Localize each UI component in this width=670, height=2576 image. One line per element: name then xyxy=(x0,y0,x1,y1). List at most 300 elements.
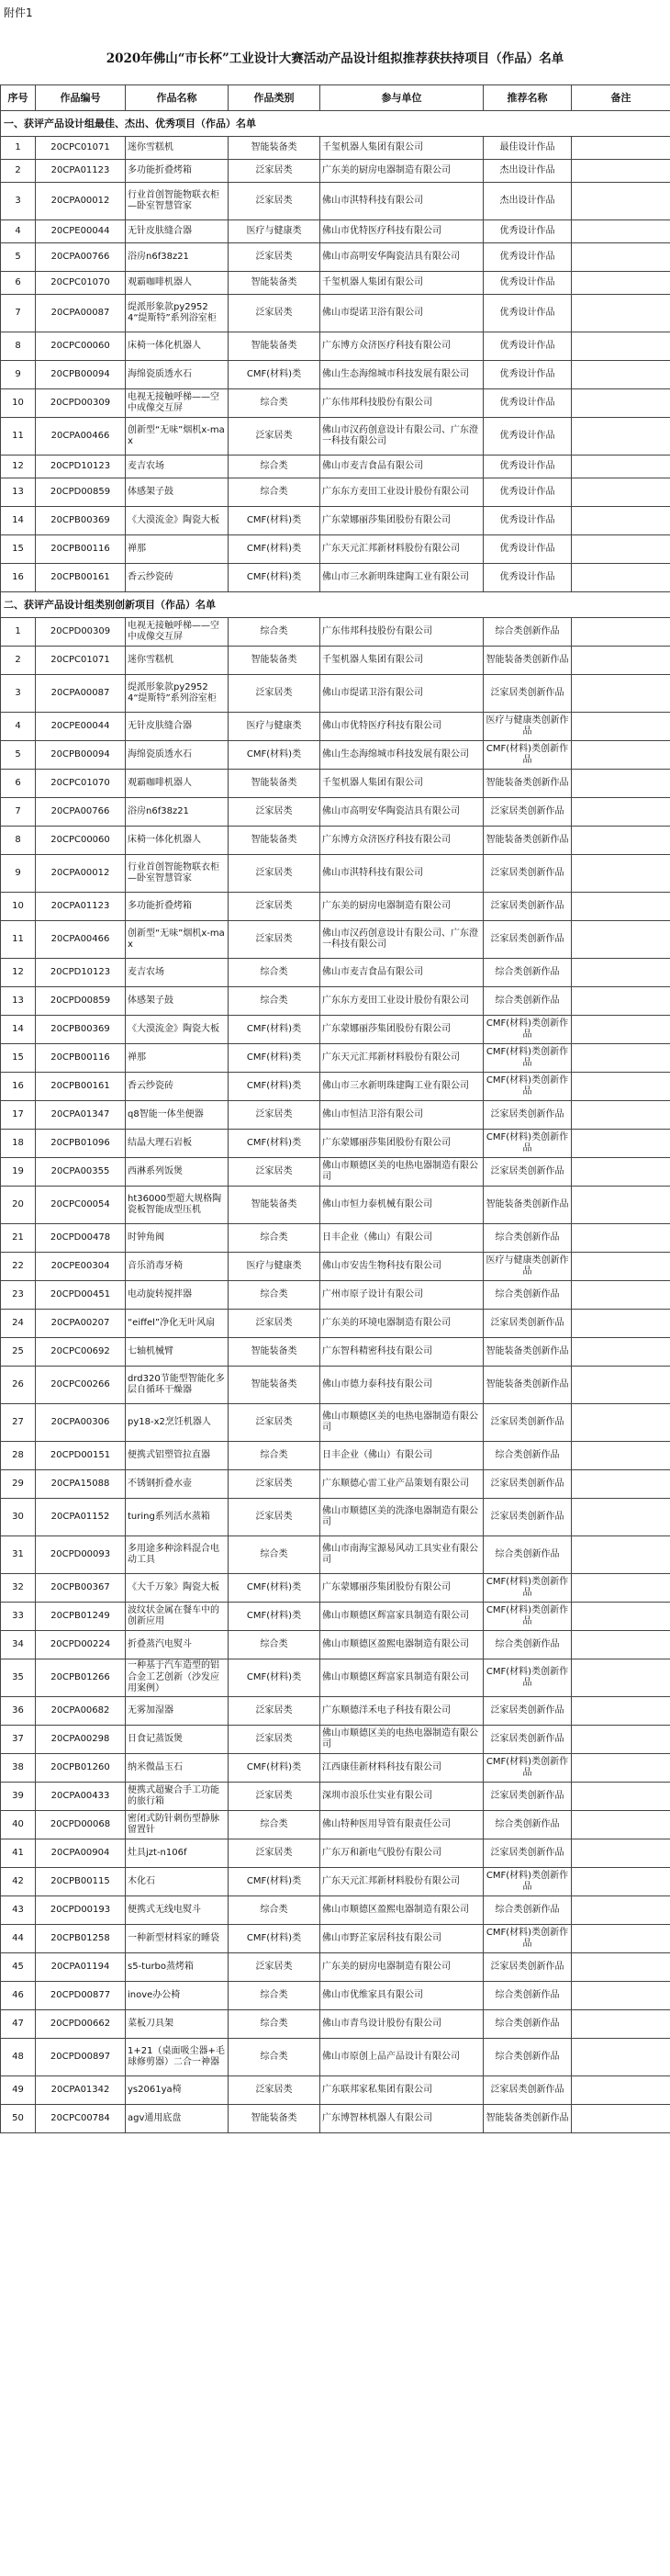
table-row xyxy=(1,1982,670,2010)
remark-cell xyxy=(572,1839,670,1868)
table-row xyxy=(1,2076,670,2105)
work-id-cell: 20CPB00161 xyxy=(36,564,126,592)
work-name-cell: 电视无接触呼梯——空中成像交互屏 xyxy=(126,618,229,647)
work-id-cell: 20CPA01123 xyxy=(36,160,126,183)
recommend-title-cell: CMF(材料)类创新作品 xyxy=(484,1603,572,1631)
remark-cell xyxy=(572,1499,670,1536)
recommend-title-cell: 优秀设计作品 xyxy=(484,564,572,592)
participant-unit-cell: 广东美的厨房电器制造有限公司 xyxy=(320,1953,484,1982)
participant-unit-cell: 佛山市优特医疗科技有限公司 xyxy=(320,220,484,243)
participant-unit-cell: 广东博方众济医疗科技有限公司 xyxy=(320,827,484,855)
work-category-cell: 综合类 xyxy=(229,478,320,507)
row-index-cell: 42 xyxy=(1,1868,36,1896)
participant-unit-cell: 佛山市高明安华陶瓷洁具有限公司 xyxy=(320,243,484,272)
work-id-cell: 20CPD00193 xyxy=(36,1896,126,1925)
work-category-cell: 综合类 xyxy=(229,1811,320,1839)
work-name-cell: 禅那 xyxy=(126,535,229,564)
participant-unit-cell: 广东蒙娜丽莎集团股份有限公司 xyxy=(320,1130,484,1158)
table-row xyxy=(1,1101,670,1130)
work-category-cell: 泛家居类 xyxy=(229,160,320,183)
recommend-title-cell: 优秀设计作品 xyxy=(484,507,572,535)
recommend-title-cell: CMF(材料)类创新作品 xyxy=(484,1925,572,1953)
work-category-cell: 泛家居类 xyxy=(229,418,320,456)
table-row xyxy=(1,1016,670,1044)
recommend-title-cell: CMF(材料)类创新作品 xyxy=(484,1130,572,1158)
recommend-title-cell: 优秀设计作品 xyxy=(484,272,572,295)
work-id-cell: 20CPD10123 xyxy=(36,959,126,987)
recommend-title-cell: 泛家居类创新作品 xyxy=(484,1499,572,1536)
participant-unit-cell: 佛山生态海绵城市科技发展有限公司 xyxy=(320,741,484,770)
work-category-cell: 泛家居类 xyxy=(229,243,320,272)
work-name-cell: 折叠蒸汽电熨斗 xyxy=(126,1631,229,1659)
work-category-cell: 综合类 xyxy=(229,1536,320,1574)
work-name-cell: s5-turbo蒸烤箱 xyxy=(126,1953,229,1982)
table-row xyxy=(1,535,670,564)
participant-unit-cell: 佛山生态海绵城市科技发展有限公司 xyxy=(320,361,484,389)
work-name-cell: ht36000型超大规格陶瓷板智能成型压机 xyxy=(126,1187,229,1224)
participant-unit-cell: 广东美的环境电器制造有限公司 xyxy=(320,1310,484,1338)
work-category-cell: 泛家居类 xyxy=(229,855,320,893)
remark-cell xyxy=(572,1338,670,1367)
remark-cell xyxy=(572,1470,670,1499)
recommend-title-cell: 综合类创新作品 xyxy=(484,2010,572,2039)
work-name-cell: q8智能一体坐便器 xyxy=(126,1101,229,1130)
work-id-cell: 20CPB01258 xyxy=(36,1925,126,1953)
recommend-title-cell: 泛家居类创新作品 xyxy=(484,1404,572,1442)
row-index-cell: 15 xyxy=(1,535,36,564)
remark-cell xyxy=(572,2105,670,2133)
work-category-cell: CMF(材料)类 xyxy=(229,741,320,770)
work-name-cell: 香云纱瓷砖 xyxy=(126,1073,229,1101)
col-header: 作品类别 xyxy=(229,85,320,111)
recommend-title-cell: 综合类创新作品 xyxy=(484,1811,572,1839)
recommend-title-cell: 优秀设计作品 xyxy=(484,295,572,332)
table-row xyxy=(1,478,670,507)
row-index-cell: 35 xyxy=(1,1659,36,1697)
row-index-cell: 49 xyxy=(1,2076,36,2105)
row-index-cell: 27 xyxy=(1,1404,36,1442)
work-category-cell: 泛家居类 xyxy=(229,798,320,827)
participant-unit-cell: 佛山市德力泰科技有限公司 xyxy=(320,1367,484,1404)
participant-unit-cell: 佛山市汉药创意设计有限公司、广东澄一科技有限公司 xyxy=(320,418,484,456)
participant-unit-cell: 广东万和新电气股份有限公司 xyxy=(320,1839,484,1868)
work-id-cell: 20CPA00207 xyxy=(36,1310,126,1338)
remark-cell xyxy=(572,183,670,220)
work-category-cell: 智能装备类 xyxy=(229,332,320,361)
work-name-cell: 缇派形象款py29524“缇斯特”系列浴室柜 xyxy=(126,295,229,332)
work-category-cell: 综合类 xyxy=(229,618,320,647)
table-row xyxy=(1,2010,670,2039)
work-name-cell: 多功能折叠烤箱 xyxy=(126,893,229,921)
work-id-cell: 20CPA00087 xyxy=(36,675,126,713)
row-index-cell: 15 xyxy=(1,1044,36,1073)
work-id-cell: 20CPB01260 xyxy=(36,1754,126,1783)
table-row xyxy=(1,1925,670,1953)
work-category-cell: 智能装备类 xyxy=(229,1367,320,1404)
work-id-cell: 20CPA01347 xyxy=(36,1101,126,1130)
recommend-title-cell: 综合类创新作品 xyxy=(484,1982,572,2010)
table-row xyxy=(1,618,670,647)
recommend-title-cell: 智能装备类创新作品 xyxy=(484,2105,572,2133)
row-index-cell: 7 xyxy=(1,295,36,332)
recommend-title-cell: 智能装备类创新作品 xyxy=(484,1367,572,1404)
recommend-title-cell: CMF(材料)类创新作品 xyxy=(484,1073,572,1101)
work-name-cell: 麦吉农场 xyxy=(126,456,229,478)
table-row xyxy=(1,1130,670,1158)
work-id-cell: 20CPD00068 xyxy=(36,1811,126,1839)
row-index-cell: 23 xyxy=(1,1281,36,1310)
work-id-cell: 20CPA00012 xyxy=(36,183,126,220)
remark-cell xyxy=(572,564,670,592)
participant-unit-cell: 广东美的厨房电器制造有限公司 xyxy=(320,160,484,183)
col-header: 序号 xyxy=(1,85,36,111)
row-index-cell: 2 xyxy=(1,160,36,183)
remark-cell xyxy=(572,456,670,478)
recommend-title-cell: 泛家居类创新作品 xyxy=(484,1953,572,1982)
work-name-cell: ys2061ya椅 xyxy=(126,2076,229,2105)
remark-cell xyxy=(572,332,670,361)
work-id-cell: 20CPE00044 xyxy=(36,220,126,243)
remark-cell xyxy=(572,741,670,770)
remark-cell xyxy=(572,1953,670,1982)
recommend-title-cell: 综合类创新作品 xyxy=(484,1631,572,1659)
recommend-title-cell: 医疗与健康类创新作品 xyxy=(484,713,572,741)
row-index-cell: 14 xyxy=(1,1016,36,1044)
remark-cell xyxy=(572,1404,670,1442)
participant-unit-cell: 佛山市顺德区盈熙电器制造有限公司 xyxy=(320,1896,484,1925)
remark-cell xyxy=(572,1044,670,1073)
recommend-title-cell: CMF(材料)类创新作品 xyxy=(484,1659,572,1697)
remark-cell xyxy=(572,1253,670,1281)
work-id-cell: 20CPB00369 xyxy=(36,507,126,535)
work-name-cell: 一种基于汽车造型的铝合金工艺创新（沙发应用案例） xyxy=(126,1659,229,1697)
work-category-cell: CMF(材料)类 xyxy=(229,1073,320,1101)
work-id-cell: 20CPD00224 xyxy=(36,1631,126,1659)
work-id-cell: 20CPB00115 xyxy=(36,1868,126,1896)
participant-unit-cell: 广东东方麦田工业设计股份有限公司 xyxy=(320,987,484,1016)
work-category-cell: 智能装备类 xyxy=(229,647,320,675)
recommend-title-cell: 综合类创新作品 xyxy=(484,2039,572,2076)
row-index-cell: 46 xyxy=(1,1982,36,2010)
participant-unit-cell: 佛山市顺德区美的电热电器制造有限公司 xyxy=(320,1158,484,1187)
row-index-cell: 25 xyxy=(1,1338,36,1367)
work-category-cell: 医疗与健康类 xyxy=(229,220,320,243)
work-id-cell: 20CPB00116 xyxy=(36,535,126,564)
work-name-cell: 《大漠流金》陶瓷大板 xyxy=(126,1016,229,1044)
work-category-cell: 综合类 xyxy=(229,1896,320,1925)
remark-cell xyxy=(572,647,670,675)
recommend-title-cell: 综合类创新作品 xyxy=(484,618,572,647)
work-category-cell: 泛家居类 xyxy=(229,1404,320,1442)
remark-cell xyxy=(572,921,670,959)
recommend-title-cell: 智能装备类创新作品 xyxy=(484,770,572,798)
participant-unit-cell: 广东伟邦科技股份有限公司 xyxy=(320,389,484,418)
work-id-cell: 20CPA00766 xyxy=(36,243,126,272)
work-category-cell: 医疗与健康类 xyxy=(229,1253,320,1281)
work-name-cell: 行业首创智能物联衣柜—卧室智慧管家 xyxy=(126,855,229,893)
work-id-cell: 20CPA00766 xyxy=(36,798,126,827)
work-category-cell: CMF(材料)类 xyxy=(229,1754,320,1783)
remark-cell xyxy=(572,987,670,1016)
table-row xyxy=(1,1404,670,1442)
remark-cell xyxy=(572,535,670,564)
table-row xyxy=(1,1839,670,1868)
table-row xyxy=(1,1811,670,1839)
row-index-cell: 3 xyxy=(1,675,36,713)
work-name-cell: agv通用底盘 xyxy=(126,2105,229,2133)
table-row xyxy=(1,2105,670,2133)
participant-unit-cell: 千玺机器人集团有限公司 xyxy=(320,647,484,675)
participant-unit-cell: 佛山市青鸟设计股份有限公司 xyxy=(320,2010,484,2039)
table-row xyxy=(1,243,670,272)
work-category-cell: 综合类 xyxy=(229,2039,320,2076)
work-id-cell: 20CPA00012 xyxy=(36,855,126,893)
table-row xyxy=(1,1044,670,1073)
recommend-title-cell: 智能装备类创新作品 xyxy=(484,1187,572,1224)
work-name-cell: 浴房n6f38z21 xyxy=(126,243,229,272)
work-category-cell: CMF(材料)类 xyxy=(229,1044,320,1073)
work-name-cell: 木化石 xyxy=(126,1868,229,1896)
participant-unit-cell: 深圳市浪乐仕实业有限公司 xyxy=(320,1783,484,1811)
participant-unit-cell: 佛山市恒洁卫浴有限公司 xyxy=(320,1101,484,1130)
recommend-title-cell: 优秀设计作品 xyxy=(484,478,572,507)
table-row xyxy=(1,1338,670,1367)
row-index-cell: 16 xyxy=(1,564,36,592)
recommend-title-cell: CMF(材料)类创新作品 xyxy=(484,1016,572,1044)
work-id-cell: 20CPB00094 xyxy=(36,361,126,389)
participant-unit-cell: 广东蒙娜丽莎集团股份有限公司 xyxy=(320,1016,484,1044)
row-index-cell: 9 xyxy=(1,855,36,893)
work-id-cell: 20CPA01152 xyxy=(36,1499,126,1536)
work-name-cell: 迷你雪糕机 xyxy=(126,647,229,675)
work-category-cell: 综合类 xyxy=(229,2010,320,2039)
work-id-cell: 20CPC01070 xyxy=(36,272,126,295)
work-name-cell: 无雾加湿器 xyxy=(126,1697,229,1726)
work-name-cell: “eiffel”净化无叶风扇 xyxy=(126,1310,229,1338)
work-id-cell: 20CPA00433 xyxy=(36,1783,126,1811)
remark-cell xyxy=(572,160,670,183)
remark-cell xyxy=(572,361,670,389)
participant-unit-cell: 佛山市顺德区美的洗涤电器制造有限公司 xyxy=(320,1499,484,1536)
work-id-cell: 20CPD00309 xyxy=(36,389,126,418)
work-category-cell: 综合类 xyxy=(229,389,320,418)
participant-unit-cell: 佛山市缇诺卫浴有限公司 xyxy=(320,295,484,332)
recommend-title-cell: CMF(材料)类创新作品 xyxy=(484,741,572,770)
work-category-cell: 综合类 xyxy=(229,1982,320,2010)
recommend-title-cell: 医疗与健康类创新作品 xyxy=(484,1253,572,1281)
recommend-title-cell: 优秀设计作品 xyxy=(484,361,572,389)
work-id-cell: 20CPC01071 xyxy=(36,137,126,160)
recommend-title-cell: 泛家居类创新作品 xyxy=(484,1783,572,1811)
remark-cell xyxy=(572,1783,670,1811)
row-index-cell: 6 xyxy=(1,272,36,295)
participant-unit-cell: 广东蒙娜丽莎集团股份有限公司 xyxy=(320,1574,484,1603)
participant-unit-cell: 广东博方众济医疗科技有限公司 xyxy=(320,332,484,361)
work-name-cell: 时钟角阀 xyxy=(126,1224,229,1253)
row-index-cell: 18 xyxy=(1,1130,36,1158)
table-row xyxy=(1,770,670,798)
row-index-cell: 28 xyxy=(1,1442,36,1470)
work-name-cell: 便携式无线电熨斗 xyxy=(126,1896,229,1925)
table-row xyxy=(1,361,670,389)
remark-cell xyxy=(572,1574,670,1603)
participant-unit-cell: 佛山市原创上品产品设计有限公司 xyxy=(320,2039,484,2076)
participant-unit-cell: 江西康佳新材料科技有限公司 xyxy=(320,1754,484,1783)
remark-cell xyxy=(572,1367,670,1404)
work-name-cell: 音乐消毒牙椅 xyxy=(126,1253,229,1281)
remark-cell xyxy=(572,827,670,855)
work-category-cell: CMF(材料)类 xyxy=(229,1925,320,1953)
work-id-cell: 20CPA15088 xyxy=(36,1470,126,1499)
recommend-title-cell: CMF(材料)类创新作品 xyxy=(484,1754,572,1783)
work-category-cell: 综合类 xyxy=(229,1224,320,1253)
table-row xyxy=(1,1158,670,1187)
remark-cell xyxy=(572,1281,670,1310)
recommend-title-cell: 优秀设计作品 xyxy=(484,220,572,243)
row-index-cell: 11 xyxy=(1,921,36,959)
work-category-cell: 综合类 xyxy=(229,1442,320,1470)
participant-unit-cell: 广东伟邦科技股份有限公司 xyxy=(320,618,484,647)
table-row xyxy=(1,160,670,183)
participant-unit-cell: 佛山市淇特科技有限公司 xyxy=(320,855,484,893)
work-name-cell: 床椅一体化机器人 xyxy=(126,827,229,855)
remark-cell xyxy=(572,1896,670,1925)
work-id-cell: 20CPB00161 xyxy=(36,1073,126,1101)
remark-cell xyxy=(572,1603,670,1631)
table-row xyxy=(1,507,670,535)
work-id-cell: 20CPB00369 xyxy=(36,1016,126,1044)
recommend-title-cell: 优秀设计作品 xyxy=(484,418,572,456)
work-category-cell: CMF(材料)类 xyxy=(229,564,320,592)
row-index-cell: 16 xyxy=(1,1073,36,1101)
row-index-cell: 37 xyxy=(1,1726,36,1754)
row-index-cell: 2 xyxy=(1,647,36,675)
participant-unit-cell: 千玺机器人集团有限公司 xyxy=(320,770,484,798)
work-name-cell: 禅那 xyxy=(126,1044,229,1073)
work-id-cell: 20CPC00060 xyxy=(36,332,126,361)
attachment-label: 附件1 xyxy=(4,6,33,19)
table-row xyxy=(1,1631,670,1659)
work-category-cell: 泛家居类 xyxy=(229,1953,320,1982)
participant-unit-cell: 佛山市缇诺卫浴有限公司 xyxy=(320,675,484,713)
row-index-cell: 13 xyxy=(1,478,36,507)
row-index-cell: 50 xyxy=(1,2105,36,2133)
recommend-title-cell: 智能装备类创新作品 xyxy=(484,1338,572,1367)
recommend-title-cell: 优秀设计作品 xyxy=(484,535,572,564)
table-row xyxy=(1,921,670,959)
work-category-cell: 综合类 xyxy=(229,456,320,478)
work-category-cell: 智能装备类 xyxy=(229,827,320,855)
recommend-title-cell: 最佳设计作品 xyxy=(484,137,572,160)
work-id-cell: 20CPC00266 xyxy=(36,1367,126,1404)
table-row xyxy=(1,893,670,921)
remark-cell xyxy=(572,798,670,827)
row-index-cell: 48 xyxy=(1,2039,36,2076)
work-id-cell: 20CPA01194 xyxy=(36,1953,126,1982)
row-index-cell: 20 xyxy=(1,1187,36,1224)
row-index-cell: 10 xyxy=(1,893,36,921)
recommend-title-cell: CMF(材料)类创新作品 xyxy=(484,1868,572,1896)
remark-cell xyxy=(572,137,670,160)
row-index-cell: 38 xyxy=(1,1754,36,1783)
work-name-cell: 西淋系列饭煲 xyxy=(126,1158,229,1187)
table-row xyxy=(1,1310,670,1338)
remark-cell xyxy=(572,2010,670,2039)
work-name-cell: drd320节能型智能化多层自循环干燥器 xyxy=(126,1367,229,1404)
remark-cell xyxy=(572,675,670,713)
work-category-cell: 泛家居类 xyxy=(229,1158,320,1187)
participant-unit-cell: 佛山市三水新明珠建陶工业有限公司 xyxy=(320,564,484,592)
participant-unit-cell: 广东东方麦田工业设计股份有限公司 xyxy=(320,478,484,507)
remark-cell xyxy=(572,713,670,741)
remark-cell xyxy=(572,1158,670,1187)
participant-unit-cell: 千玺机器人集团有限公司 xyxy=(320,137,484,160)
work-category-cell: 智能装备类 xyxy=(229,272,320,295)
row-index-cell: 22 xyxy=(1,1253,36,1281)
remark-cell xyxy=(572,2076,670,2105)
work-id-cell: 20CPC00054 xyxy=(36,1187,126,1224)
remark-cell xyxy=(572,243,670,272)
table-row xyxy=(1,1073,670,1101)
table-row xyxy=(1,456,670,478)
recommend-title-cell: 泛家居类创新作品 xyxy=(484,1101,572,1130)
work-id-cell: 20CPB01266 xyxy=(36,1659,126,1697)
work-id-cell: 20CPC01070 xyxy=(36,770,126,798)
row-index-cell: 29 xyxy=(1,1470,36,1499)
document-title: 2020年佛山“市长杯”工业设计大赛活动产品设计组拟推荐获扶持项目（作品）名单 xyxy=(106,51,564,66)
participant-unit-cell: 广东智科精密科技有限公司 xyxy=(320,1338,484,1367)
table-row xyxy=(1,1783,670,1811)
row-index-cell: 12 xyxy=(1,456,36,478)
recommend-title-cell: 泛家居类创新作品 xyxy=(484,921,572,959)
table-row xyxy=(1,418,670,456)
work-name-cell: 纳米微晶玉石 xyxy=(126,1754,229,1783)
section-heading: 一、获评产品设计组最佳、杰出、优秀项目（作品）名单 xyxy=(1,111,670,137)
participant-unit-cell: 广东天元汇邦新材料股份有限公司 xyxy=(320,535,484,564)
row-index-cell: 9 xyxy=(1,361,36,389)
remark-cell xyxy=(572,1016,670,1044)
remark-cell xyxy=(572,1130,670,1158)
work-name-cell: 麦吉农场 xyxy=(126,959,229,987)
work-id-cell: 20CPD00859 xyxy=(36,478,126,507)
participant-unit-cell: 广东天元汇邦新材料股份有限公司 xyxy=(320,1044,484,1073)
participant-unit-cell: 佛山市高明安华陶瓷洁具有限公司 xyxy=(320,798,484,827)
work-name-cell: 《大千万象》陶瓷大板 xyxy=(126,1574,229,1603)
recommend-title-cell: 泛家居类创新作品 xyxy=(484,1158,572,1187)
table-row xyxy=(1,827,670,855)
work-name-cell: 创新型“无味”烟机x-max xyxy=(126,418,229,456)
work-category-cell: 智能装备类 xyxy=(229,1187,320,1224)
work-id-cell: 20CPA01342 xyxy=(36,2076,126,2105)
table-row xyxy=(1,1224,670,1253)
table-row xyxy=(1,137,670,160)
participant-unit-cell: 广东天元汇邦新材料股份有限公司 xyxy=(320,1868,484,1896)
table-row xyxy=(1,272,670,295)
table-row xyxy=(1,647,670,675)
work-category-cell: 泛家居类 xyxy=(229,893,320,921)
recommend-title-cell: 综合类创新作品 xyxy=(484,1896,572,1925)
recommend-title-cell: 综合类创新作品 xyxy=(484,1536,572,1574)
work-name-cell: 海绵瓷质透水石 xyxy=(126,361,229,389)
remark-cell xyxy=(572,478,670,507)
table-row xyxy=(1,2039,670,2076)
work-id-cell: 20CPB01249 xyxy=(36,1603,126,1631)
row-index-cell: 43 xyxy=(1,1896,36,1925)
work-category-cell: CMF(材料)类 xyxy=(229,535,320,564)
row-index-cell: 36 xyxy=(1,1697,36,1726)
remark-cell xyxy=(572,855,670,893)
col-header: 作品编号 xyxy=(36,85,126,111)
